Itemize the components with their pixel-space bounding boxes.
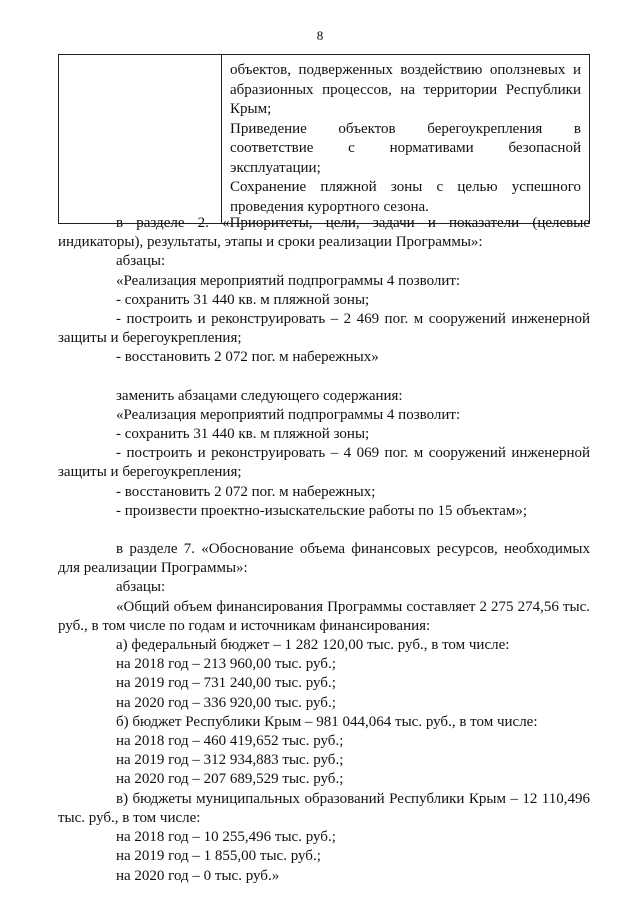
section7-line: на 2018 год – 460 419,652 тыс. руб.; bbox=[116, 733, 344, 750]
section7-intro: в разделе 7. «Обоснование объема финансовых ресурсов, необходимых для реализации Программы»: bbox=[58, 541, 590, 577]
section2-new-line: - произвести проектно-изыскательские работы по 15 объектам»; bbox=[116, 502, 528, 519]
section2-new-line: - восстановить 2 072 пог. м набережных; bbox=[116, 483, 376, 500]
section7-total-line: «Общий объем финансирования Программы составляет 2 275 274,56 тыс. руб., в том числе по годам и источникам финансирования: bbox=[58, 598, 590, 634]
paragraph-gap bbox=[58, 521, 590, 540]
document-body bbox=[58, 214, 590, 886]
section7-line: а) федеральный бюджет – 1 282 120,00 тыс. руб., в том числе: bbox=[116, 637, 510, 654]
table-row bbox=[59, 55, 590, 224]
page-number: 8 bbox=[316, 28, 324, 43]
section7-line: в) бюджеты муниципальных образований Республики Крым – 12 110,496 тыс. руб., в том числе: bbox=[58, 790, 590, 826]
section2-new-line: - сохранить 31 440 кв. м пляжной зоны; bbox=[116, 426, 370, 443]
paragraph-gap bbox=[58, 368, 590, 387]
section2-old-line: - восстановить 2 072 пог. м набережных» bbox=[116, 349, 379, 366]
section2-new-line: «Реализация мероприятий подпрограммы 4 позволит: bbox=[116, 406, 461, 423]
section2-new-line: - построить и реконструировать – 4 069 пог. м сооружений инженерной защиты и берегоукрепления; bbox=[58, 445, 590, 481]
section7-line: на 2020 год – 207 689,529 тыс. руб.; bbox=[116, 771, 344, 788]
table-cell-right bbox=[222, 55, 590, 224]
section2-replace-label: заменить абзацами следующего содержания: bbox=[116, 387, 403, 404]
section7-line: б) бюджет Республики Крым – 981 044,064 тыс. руб., в том числе: bbox=[116, 713, 538, 730]
program-table bbox=[58, 54, 590, 224]
section7-line: на 2019 год – 731 240,00 тыс. руб.; bbox=[116, 675, 336, 692]
table-cell-line: Сохранение пляжной зоны с целью успешного проведения курортного сезона. bbox=[230, 179, 581, 215]
section2-old-line: - сохранить 31 440 кв. м пляжной зоны; bbox=[116, 291, 370, 308]
section7-line: на 2019 год – 1 855,00 тыс. руб.; bbox=[116, 848, 321, 865]
section2-intro: в разделе 2. «Приоритеты, цели, задачи и показатели (целевые индикаторы), результаты, этапы и сроки реализации Программы»: bbox=[58, 215, 590, 251]
section2-old-line: - построить и реконструировать – 2 469 пог. м сооружений инженерной защиты и берегоукрепления; bbox=[58, 311, 590, 347]
section7-line: на 2018 год – 10 255,496 тыс. руб.; bbox=[116, 829, 336, 846]
section7-abzacy-label: абзацы: bbox=[116, 579, 166, 596]
section2-abzacy-label: абзацы: bbox=[116, 253, 166, 270]
table-cell-line: объектов, подверженных воздействию оползневых и абразионных процессов, на территории Республики Крым; bbox=[230, 62, 581, 117]
table-cell-line: Приведение объектов берегоукрепления в соответствие с нормативами безопасной эксплуатации; bbox=[230, 120, 581, 176]
section7-line: на 2020 год – 0 тыс. руб.» bbox=[116, 867, 280, 884]
section7-line: на 2019 год – 312 934,883 тыс. руб.; bbox=[116, 752, 344, 769]
section2-old-line: «Реализация мероприятий подпрограммы 4 позволит: bbox=[116, 272, 461, 289]
section7-line: на 2020 год – 336 920,00 тыс. руб.; bbox=[116, 694, 336, 711]
table-cell-left bbox=[59, 55, 222, 224]
section7-line: на 2018 год – 213 960,00 тыс. руб.; bbox=[116, 656, 336, 673]
